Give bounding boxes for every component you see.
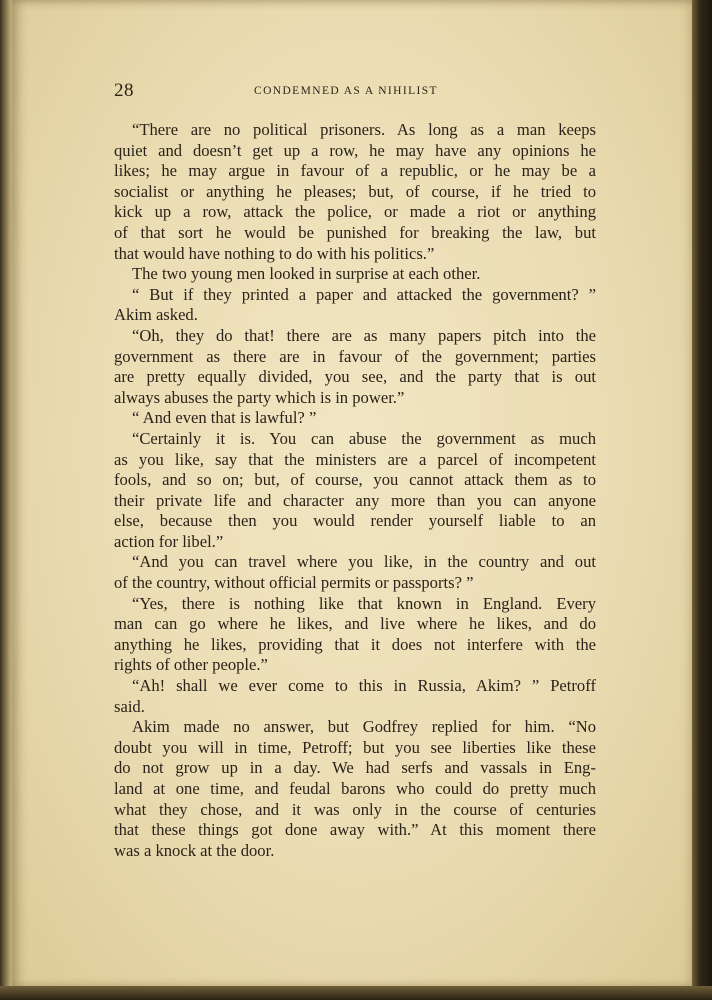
text-line: “And you can travel where you like, in the country and out <box>132 552 596 572</box>
text-line: likes; he may argue in favour of a republic, or he may be a <box>114 161 596 181</box>
text-line: what they chose, and it was only in the course of centuries <box>114 799 596 819</box>
text-line: action for libel.” <box>114 531 224 551</box>
text-line: that would have nothing to do with his politics.” <box>114 243 435 263</box>
text-line: The two young men looked in surprise at each other. <box>132 264 481 284</box>
text-line: “Certainly it is. You can abuse the government as much <box>132 428 596 448</box>
text-line: anything he likes, providing that it does not interfere with the <box>114 634 596 654</box>
text-line: that these things got done away with.” At this moment there <box>114 820 596 840</box>
text-line: Akim asked. <box>114 305 198 325</box>
running-head-title: CONDEMNED AS A NIHILIST <box>254 85 438 97</box>
text-line: land at one time, and feudal barons who could do pretty much <box>114 779 596 798</box>
text-line: rights of other people.” <box>114 655 268 675</box>
text-line: “ But if they printed a paper and attacked the government? ” <box>132 284 596 304</box>
text-line: as you like, say that the ministers are a parcel of incompetent <box>114 449 596 469</box>
text-line: “There are no political prisoners. As long as a man keeps <box>132 120 596 139</box>
text-line: “Oh, they do that! there are as many papers pitch into the <box>132 325 596 345</box>
text-line: fools, and so on; but, of course, you cannot attack them as to <box>114 470 596 490</box>
text-line: “ And even that is lawful? ” <box>132 408 317 428</box>
text-line: always abuses the party which is in power.” <box>114 387 405 407</box>
running-head <box>114 80 594 104</box>
text-line: kick up a row, attack the police, or made a riot or anything <box>114 202 596 222</box>
text-line: government as there are in favour of the government; parties <box>114 346 596 366</box>
text-line: said. <box>114 696 145 716</box>
text-line: Akim made no answer, but Godfrey replied for him. “No <box>132 717 596 737</box>
body-text <box>114 120 596 861</box>
page-right-edge <box>692 0 712 1000</box>
text-line: are pretty equally divided, you see, and the party that is out <box>114 367 596 387</box>
text-line: man can go where he likes, and live where he likes, and do <box>114 614 596 634</box>
text-line: “Ah! shall we ever come to this in Russia, Akim? ” Petroff <box>132 676 596 696</box>
text-line: do not grow up in a day. We had serfs and vassals in Eng- <box>114 758 596 778</box>
text-line: socialist or anything he pleases; but, of course, if he tried to <box>114 181 596 201</box>
page-bottom-edge <box>0 986 712 1000</box>
text-line: else, because then you would render yourself liable to an <box>114 511 596 531</box>
text-line: quiet and doesn’t get up a row, he may have any opinions he <box>114 140 596 160</box>
text-line: doubt you will in time, Petroff; but you see liberties like these <box>114 737 596 757</box>
text-line: “Yes, there is nothing like that known in England. Every <box>132 593 596 613</box>
text-line: their private life and character any more than you can anyone <box>114 490 596 510</box>
text-line: of that sort he would be punished for breaking the law, but <box>114 222 596 242</box>
text-line: of the country, without official permits or passports? ” <box>114 573 474 593</box>
page-number: 28 <box>114 80 134 101</box>
text-line: was a knock at the door. <box>114 840 275 860</box>
